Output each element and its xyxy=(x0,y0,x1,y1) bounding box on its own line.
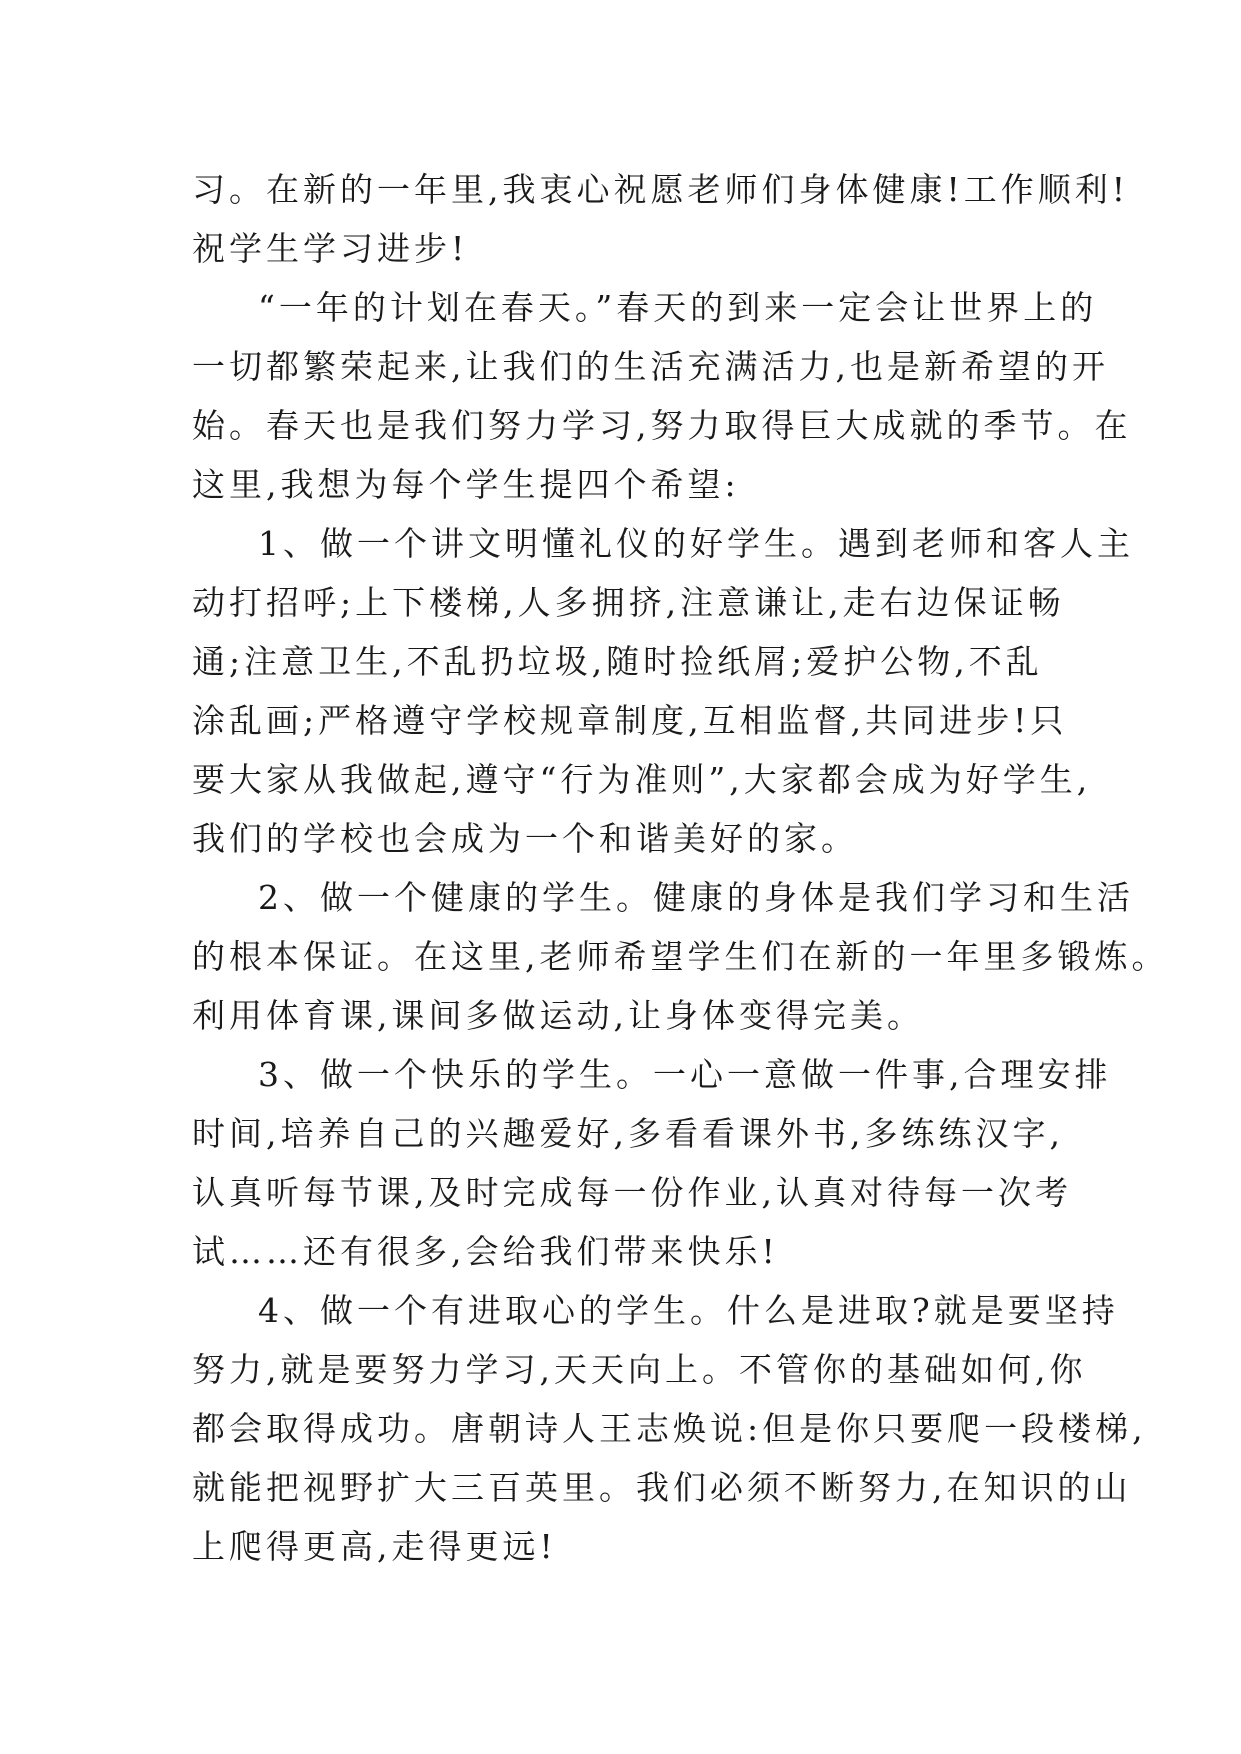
text-line-15: 利用体育课,课间多做运动,让身体变得完美。 xyxy=(192,996,924,1035)
paragraph-start-item-2: 2、做一个健康的学生。健康的身体是我们学习和生活 xyxy=(258,878,1134,917)
text-line-11: 要大家从我做起,遵守“行为准则”,大家都会成为好学生, xyxy=(192,760,1092,799)
text-line-12: 我们的学校也会成为一个和谐美好的家。 xyxy=(192,819,858,858)
text-line-17: 时间,培养自己的兴趣爱好,多看看课外书,多练练汉字, xyxy=(192,1114,1064,1153)
text-line-8: 动打招呼;上下楼梯,人多拥挤,注意谦让,走右边保证畅 xyxy=(192,583,1065,622)
text-line-24: 上爬得更高,走得更远! xyxy=(192,1527,557,1566)
text-line-4: 一切都繁荣起来,让我们的生活充满活力,也是新希望的开 xyxy=(192,347,1109,386)
text-line-19: 试……还有很多,会给我们带来快乐! xyxy=(192,1232,779,1271)
text-line-18: 认真听每节课,及时完成每一份作业,认真对待每一次考 xyxy=(192,1173,1072,1212)
text-line-1: 习。在新的一年里,我衷心祝愿老师们身体健康!工作顺利! xyxy=(192,170,1130,209)
text-line-21: 努力,就是要努力学习,天天向上。不管你的基础如何,你 xyxy=(192,1350,1087,1389)
paragraph-start-item-3: 3、做一个快乐的学生。一心一意做一件事,合理安排 xyxy=(258,1055,1112,1094)
text-line-6: 这里,我想为每个学生提四个希望: xyxy=(192,465,740,504)
paragraph-start-item-4: 4、做一个有进取心的学生。什么是进取?就是要坚持 xyxy=(258,1291,1119,1330)
body-text xyxy=(192,160,1169,1576)
text-line-10: 涂乱画;严格遵守学校规章制度,互相监督,共同进步!只 xyxy=(192,701,1068,740)
text-line-23: 就能把视野扩大三百英里。我们必须不断努力,在知识的山 xyxy=(192,1468,1132,1507)
paragraph-start-spring: “一年的计划在春天。”春天的到来一定会让世界上的 xyxy=(258,288,1098,327)
text-line-14: 的根本保证。在这里,老师希望学生们在新的一年里多锻炼。 xyxy=(192,937,1169,976)
text-line-22: 都会取得成功。唐朝诗人王志焕说:但是你只要爬一段楼梯, xyxy=(192,1409,1147,1448)
text-line-9: 通;注意卫生,不乱扔垃圾,随时捡纸屑;爱护公物,不乱 xyxy=(192,642,1043,681)
text-line-5: 始。春天也是我们努力学习,努力取得巨大成就的季节。在 xyxy=(192,406,1132,445)
paragraph-start-item-1: 1、做一个讲文明懂礼仪的好学生。遇到老师和客人主 xyxy=(258,524,1134,563)
text-line-2: 祝学生学习进步! xyxy=(192,229,469,268)
